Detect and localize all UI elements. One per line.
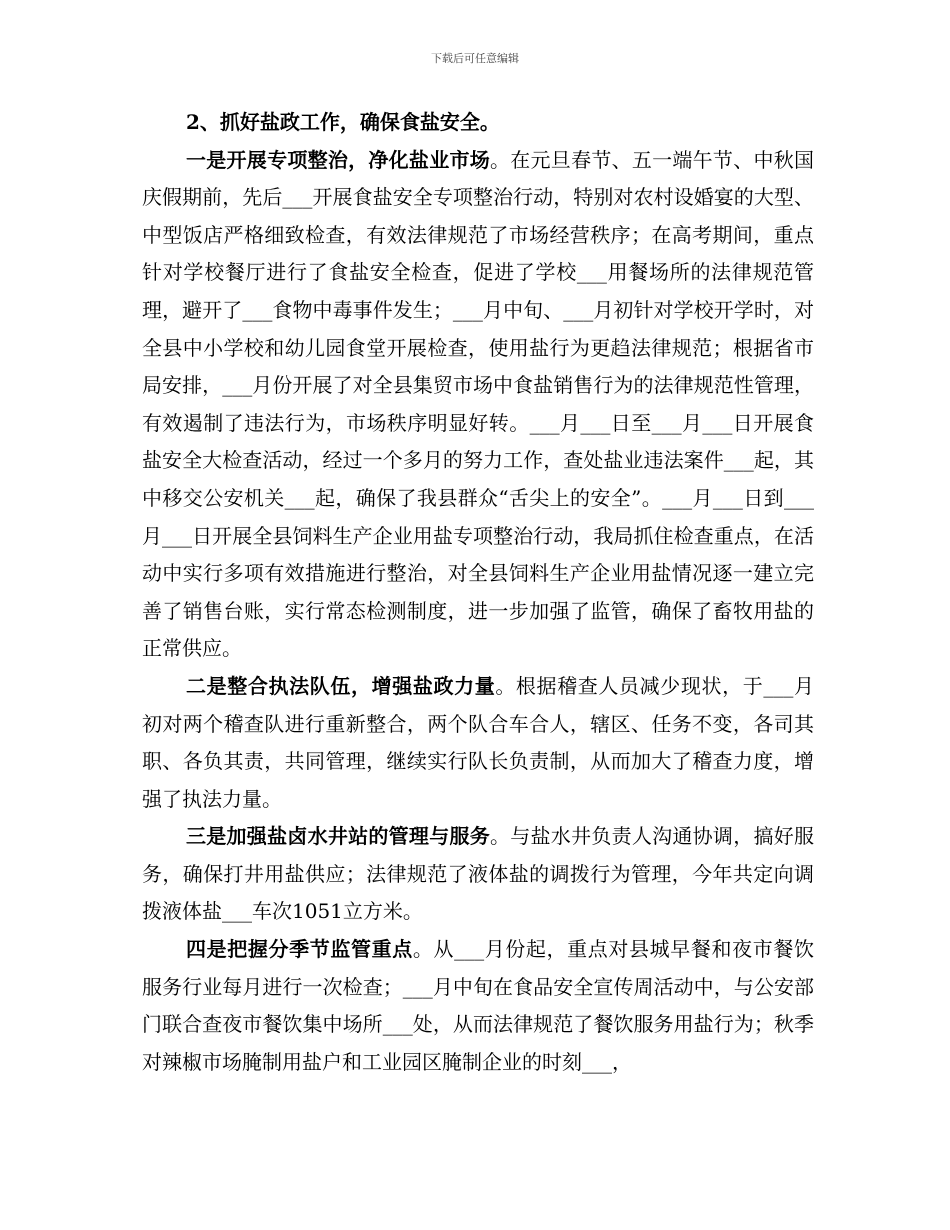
paragraph-4-body: 。从___月份起，重点对县城早餐和夜市餐饮服务行业每月进行一次检查；___月中旬在食品安全宣传周活动中，与公安部门联合查夜市餐饮集中场所___处，从而法律规范了餐饮服务用盐行为；秋季对辣椒市场腌制用盐户和工业园区腌制企业的时刻___， — [142, 937, 815, 1074]
document-body — [142, 104, 814, 1081]
paragraph-2-lead: 二是整合执法队伍，增强盐政力量 — [186, 673, 496, 698]
paragraph-2 — [142, 668, 814, 818]
paragraph-1 — [142, 142, 814, 668]
page-header: 下载后可任意编辑 — [431, 52, 519, 65]
paragraph-2-body: 。根据稽查人员减少现状，于___月初对两个稽查队进行重新整合，两个队合车合人，辖区、任务不变，各司其职、各负其责，共同管理，继续实行队长负责制，从而加大了稽查力度，增强了执法力量。 — [142, 673, 815, 811]
section-heading: 2、抓好盐政工作，确保食盐安全。 — [186, 110, 500, 134]
paragraph-1-lead: 一是开展专项整治，净化盐业市场 — [186, 147, 490, 172]
paragraph-1-body: 。在元旦春节、五一端午节、中秋国庆假期前，先后___开展食盐安全专项整治行动，特别对农村设婚宴的大型、中型饭店严格细致检查，有效法律规范了市场经营秩序；在高考期间，重点针对学校餐厅进行了食盐安全检查，促进了学校___用餐场所的法律规范管理，避开了___食物中毒事件发生；___月中旬、___月初针对学校开学时，对全县中小学校和幼儿园食堂开展检查，使用盐行为更趋法律规范；根据省市局安排，___月份开展了对全县集贸市场中食盐销售行为的法律规范性管理，有效遏制了违法行为，市场秩序明显好转。___月___日至___月___日开展食盐安全大检查活动，经过一个多月的努力工作，查处盐业违法案件___起，其中移交公安机关___起，确保了我县群众“舌尖上的安全”。___月___日到___月___日开展全县饲料生产企业用盐专项整治行动，我局抓住检查重点，在活动中实行多项有效措施进行整治，对全县饲料生产企业用盐情况逐一建立完善了销售台账，实行常态检测制度，进一步加强了监管，确保了畜牧用盐的正常供应。 — [142, 147, 814, 661]
paragraph-3-lead: 三是加强盐卤水井站的管理与服务 — [186, 824, 490, 849]
paragraph-4 — [142, 931, 814, 1081]
paragraph-4-lead: 四是把握分季节监管重点 — [186, 937, 413, 962]
paragraph-3 — [142, 818, 814, 931]
paragraph-3-body: 。与盐水井负责人沟通协调，搞好服务，确保打井用盐供应；法律规范了液体盐的调拨行为管理，今年共定向调拨液体盐___车次1051立方米。 — [142, 824, 814, 924]
